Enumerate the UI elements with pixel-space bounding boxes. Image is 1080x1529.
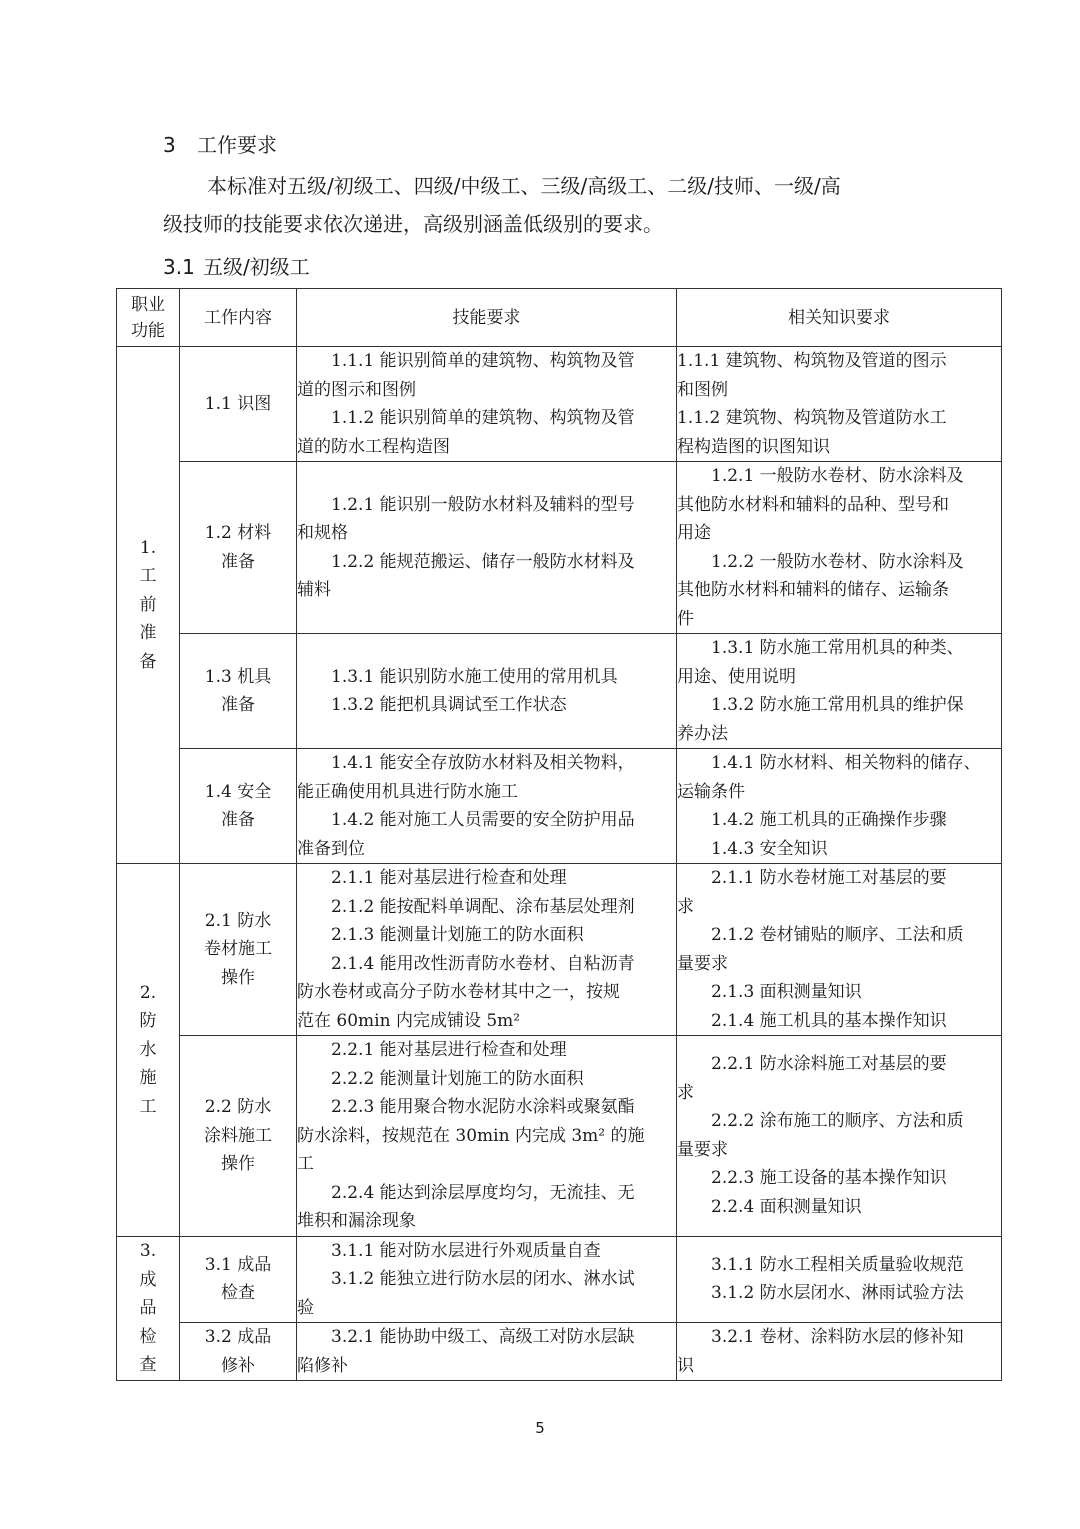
function-char: 防: [139, 1011, 157, 1031]
function-char: 施: [139, 1068, 157, 1088]
skill-line: 2.2.4 能达到涂层厚度均匀，无流挂、无: [331, 1182, 635, 1203]
work-content-line: 准备: [221, 695, 255, 715]
skill-line: 工: [297, 1154, 314, 1174]
function-char: 检: [139, 1326, 157, 1347]
knowledge-line: 量要求: [677, 1139, 728, 1160]
skills-cell: [297, 1036, 677, 1237]
skill-line: 1.3.1 能识别防水施工使用的常用机具: [331, 666, 618, 687]
header-knowledge: 相关知识要求: [677, 289, 1002, 347]
knowledge-line: 2.2.3 施工设备的基本操作知识: [711, 1168, 947, 1189]
work-content-cell: [180, 1323, 297, 1381]
knowledge-line: 其他防水材料和辅料的储存、运输条: [677, 580, 949, 600]
skill-line: 3.1.2 能独立进行防水层的闭水、淋水试: [331, 1269, 635, 1289]
work-content-line: 3.2 成品: [204, 1327, 272, 1347]
knowledge-cell: [677, 749, 1002, 864]
knowledge-line: 用途、使用说明: [677, 666, 796, 687]
skill-line: 防水涂料，按规范在 30min 内完成 3m² 的施: [297, 1125, 645, 1146]
function-char: 前: [139, 594, 157, 615]
knowledge-cell: [677, 1036, 1002, 1237]
function-char: 成: [139, 1269, 157, 1290]
skill-line: 堆积和漏涂现象: [297, 1211, 416, 1231]
header-skills: 技能要求: [297, 289, 677, 347]
work-content-cell: [180, 864, 297, 1036]
knowledge-line: 3.1.1 防水工程相关质量验收规范: [711, 1254, 964, 1275]
knowledge-line: 求: [677, 896, 694, 917]
table-row: [117, 1323, 1002, 1381]
subsection-heading: [163, 253, 310, 281]
header-function-line2: 功能: [131, 320, 165, 341]
knowledge-line: 1.1.2 建筑物、构筑物及管道防水工: [677, 408, 947, 428]
skill-line: 道的防水工程构造图: [297, 436, 450, 457]
skill-line: 验: [297, 1297, 314, 1318]
section-number: 3: [163, 133, 176, 157]
table-row: [117, 864, 1002, 1036]
knowledge-cell: [677, 1323, 1002, 1381]
skill-line: 防水卷材或高分子防水卷材其中之一，按规: [297, 982, 620, 1002]
function-char: 水: [139, 1039, 157, 1060]
knowledge-line: 2.2.1 防水涂料施工对基层的要: [711, 1054, 947, 1075]
knowledge-line: 2.2.2 涂布施工的顺序、方法和质: [711, 1111, 964, 1132]
function-char: 备: [139, 651, 157, 672]
skill-line: 能正确使用机具进行防水施工: [297, 781, 518, 802]
knowledge-line: 运输条件: [677, 781, 745, 802]
subsection-title: 五级/初级工: [203, 255, 310, 279]
header-content: 工作内容: [180, 289, 297, 347]
work-content-cell: [180, 749, 297, 864]
work-content-line: 3.1 成品: [204, 1254, 272, 1275]
skill-line: 1.2.2 能规范搬运、储存一般防水材料及: [331, 551, 635, 572]
work-content-line: 1.4 安全: [204, 781, 272, 802]
skill-line: 1.3.2 能把机具调试至工作状态: [331, 695, 567, 715]
skill-line: 2.2.1 能对基层进行检查和处理: [331, 1040, 567, 1060]
knowledge-cell: [677, 634, 1002, 749]
header-function: [117, 289, 180, 347]
function-char: 2.: [139, 982, 157, 1003]
skill-line: 2.1.4 能用改性沥青防水卷材、自粘沥青: [331, 953, 635, 974]
skill-line: 和规格: [297, 523, 348, 543]
work-content-cell: [180, 1036, 297, 1237]
work-content-line: 1.3 机具: [204, 666, 272, 687]
skill-line: 1.1.2 能识别简单的建筑物、构筑物及管: [331, 408, 635, 428]
knowledge-line: 和图例: [677, 379, 728, 400]
knowledge-line: 量要求: [677, 953, 728, 974]
skill-line: 2.2.3 能用聚合物水泥防水涂料或聚氨酯: [331, 1097, 635, 1117]
knowledge-line: 1.3.1 防水施工常用机具的种类、: [711, 638, 964, 658]
knowledge-line: 识: [677, 1355, 694, 1376]
knowledge-line: 3.2.1 卷材、涂料防水层的修补知: [711, 1327, 964, 1347]
knowledge-line: 1.4.1 防水材料、相关物料的储存、: [711, 753, 981, 773]
intro-line-1-text: 本标准对五级/初级工、四级/中级工、三级/高级工、二级/技师、一级/高: [207, 174, 841, 198]
knowledge-line: 1.4.3 安全知识: [711, 838, 828, 859]
work-content-line: 操作: [221, 1154, 255, 1174]
knowledge-line: 其他防水材料和辅料的品种、型号和: [677, 494, 949, 515]
table-header-row: [117, 289, 1002, 347]
skill-line: 准备到位: [297, 838, 365, 859]
work-content-line: 检查: [221, 1283, 255, 1304]
requirements-table: [116, 288, 1002, 1381]
skills-cell: [297, 462, 677, 634]
skill-line: 2.1.2 能按配料单调配、涂布基层处理剂: [331, 896, 635, 917]
knowledge-line: 1.2.1 一般防水卷材、防水涂料及: [711, 466, 964, 486]
knowledge-line: 件: [677, 608, 694, 629]
work-content-cell: [180, 462, 297, 634]
function-cell: [117, 347, 180, 864]
work-content-line: 2.1 防水: [204, 910, 272, 931]
table-row: [117, 749, 1002, 864]
skills-cell: [297, 864, 677, 1036]
knowledge-cell: [677, 1236, 1002, 1323]
function-cell: [117, 1236, 180, 1381]
knowledge-line: 2.1.1 防水卷材施工对基层的要: [711, 868, 947, 888]
intro-line-1: [163, 167, 963, 205]
skill-line: 2.1.1 能对基层进行检查和处理: [331, 868, 567, 888]
work-content-line: 1.1 识图: [204, 393, 272, 414]
skill-line: 1.2.1 能识别一般防水材料及辅料的型号: [331, 494, 635, 515]
skills-cell: [297, 347, 677, 462]
skill-line: 3.1.1 能对防水层进行外观质量自查: [331, 1240, 601, 1261]
work-content-line: 卷材施工: [204, 939, 272, 960]
function-char: 工: [139, 566, 157, 587]
knowledge-line: 程构造图的识图知识: [677, 436, 830, 457]
section-heading: [163, 131, 277, 159]
intro-line-2: 级技师的技能要求依次递进，高级别涵盖低级别的要求。: [163, 212, 663, 236]
work-content-line: 修补: [221, 1355, 255, 1376]
knowledge-line: 用途: [677, 523, 711, 543]
skills-cell: [297, 634, 677, 749]
table-row: [117, 634, 1002, 749]
skill-line: 1.1.1 能识别简单的建筑物、构筑物及管: [331, 351, 635, 371]
knowledge-line: 1.3.2 防水施工常用机具的维护保: [711, 695, 964, 715]
skills-cell: [297, 1236, 677, 1323]
skill-line: 道的图示和图例: [297, 379, 416, 400]
function-char: 查: [139, 1355, 157, 1375]
knowledge-line: 养办法: [677, 723, 728, 744]
knowledge-line: 1.1.1 建筑物、构筑物及管道的图示: [677, 351, 947, 371]
work-content-cell: [180, 347, 297, 462]
skills-cell: [297, 1323, 677, 1381]
table-row: [117, 1236, 1002, 1323]
work-content-line: 操作: [221, 967, 255, 988]
knowledge-line: 2.1.4 施工机具的基本操作知识: [711, 1010, 947, 1031]
table-row: [117, 1036, 1002, 1237]
work-content-line: 涂料施工: [204, 1125, 272, 1146]
function-char: 品: [139, 1298, 157, 1318]
skill-line: 陷修补: [297, 1355, 348, 1376]
work-content-line: 1.2 材料: [204, 523, 272, 543]
skill-line: 辅料: [297, 580, 331, 600]
knowledge-cell: [677, 864, 1002, 1036]
skill-line: 2.1.3 能测量计划施工的防水面积: [331, 925, 584, 945]
work-content-line: 准备: [221, 810, 255, 830]
function-cell: [117, 864, 180, 1237]
function-char: 1.: [139, 537, 157, 558]
skill-line: 3.2.1 能协助中级工、高级工对防水层缺: [331, 1327, 635, 1347]
subsection-number: 3.1: [163, 255, 195, 279]
knowledge-line: 求: [677, 1082, 694, 1103]
skill-line: 1.4.2 能对施工人员需要的安全防护用品: [331, 810, 635, 830]
knowledge-line: 2.2.4 面积测量知识: [711, 1196, 862, 1217]
work-content-cell: [180, 1236, 297, 1323]
skill-line: 范在 60min 内完成铺设 5m²: [297, 1010, 521, 1031]
function-char: 3.: [139, 1241, 157, 1261]
knowledge-cell: [677, 462, 1002, 634]
knowledge-line: 2.1.3 面积测量知识: [711, 982, 862, 1002]
skills-cell: [297, 749, 677, 864]
work-content-cell: [180, 634, 297, 749]
function-char: 准: [139, 623, 157, 644]
knowledge-line: 1.2.2 一般防水卷材、防水涂料及: [711, 551, 964, 572]
knowledge-line: 1.4.2 施工机具的正确操作步骤: [711, 810, 947, 830]
page-number: 5: [535, 1419, 545, 1437]
table-body: [117, 347, 1002, 1381]
knowledge-cell: [677, 347, 1002, 462]
header-function-line1: 职业: [131, 294, 165, 315]
intro-paragraph: [163, 167, 963, 243]
work-content-line: 准备: [221, 551, 255, 572]
function-char: 工: [139, 1096, 157, 1117]
knowledge-line: 3.1.2 防水层闭水、淋雨试验方法: [711, 1283, 964, 1304]
work-content-line: 2.2 防水: [204, 1097, 272, 1117]
table-row: [117, 347, 1002, 462]
knowledge-line: 2.1.2 卷材铺贴的顺序、工法和质: [711, 925, 964, 945]
skill-line: 2.2.2 能测量计划施工的防水面积: [331, 1068, 584, 1089]
skill-line: 1.4.1 能安全存放防水材料及相关物料，: [331, 753, 635, 773]
section-title: 工作要求: [197, 133, 277, 157]
table-row: [117, 462, 1002, 634]
